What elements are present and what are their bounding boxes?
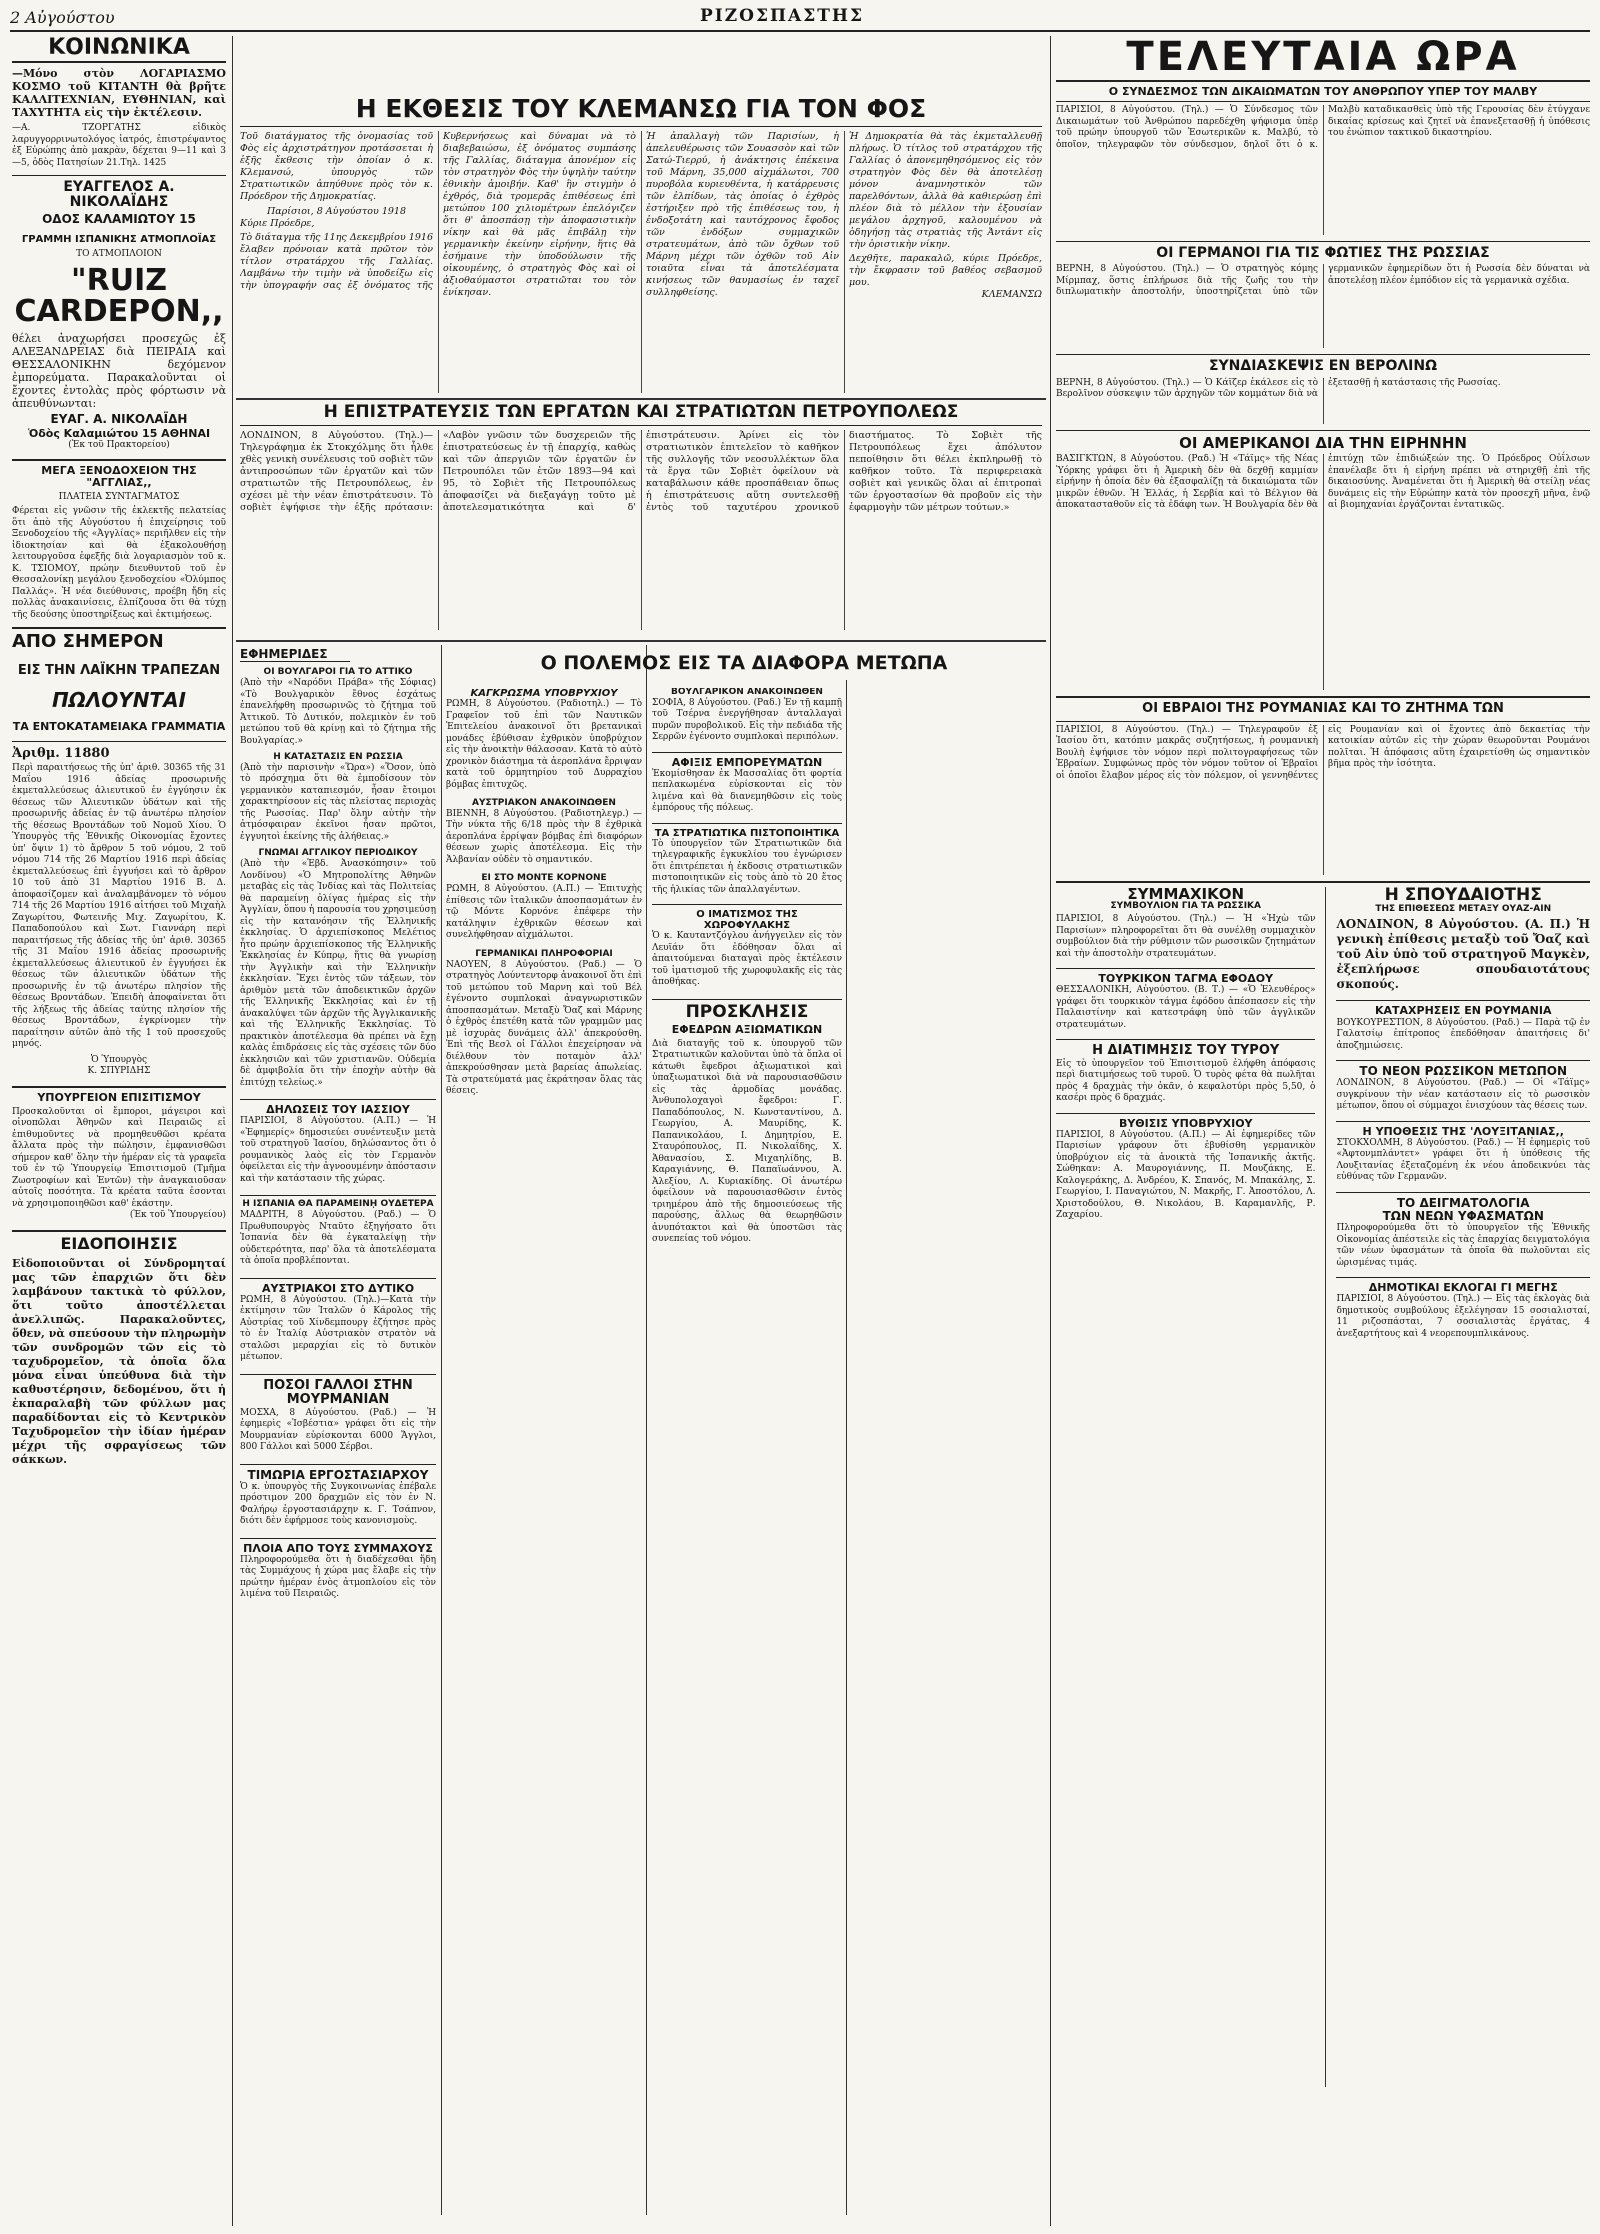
subhead: ΒΟΥΛΓΑΡΙΚΟΝ ΑΝΑΚΟΙΝΩΘΕΝ	[671, 688, 823, 697]
headline: Η ΕΚΘΕΣΙΣ ΤΟΥ ΚΛΕΜΑΝΣΩ ΓΙΑ ΤΟΝ ΦΟΣ	[240, 96, 1042, 127]
paragraph: ΣΤΟΚΧΟΛΜΗ, 8 Αὐγούστου. (Ραδ.) — Ἡ ἐφημερὶς τοῦ «Ἀφτονμπλάντετ» γράφει ὅτι ἡ ὑπόθεσις τῆς Λουξιτανίας ἐξεταζομένη ἐκ νέου ἀποδεικνύει τὰς εὐθύνας τῶν Γερμανῶν.	[1336, 1137, 1590, 1183]
paragraph: Εἰς τὸ ὑπουργεῖον τοῦ Ἐπισιτισμοῦ ἐλήφθη ἀπόφασις περὶ διατιμήσεως τοῦ τυροῦ. Ὁ τυρὸς φέτα θὰ πωλῆται πρὸς 4 δραχμὰς τὴν ὀκᾶν, ὁ κεφαλοτύρι πρὸς 5,50, ὁ κασέρι πρὸς 6 δραχμάς.	[1056, 1058, 1316, 1104]
paragraph: Τὸ ὑπουργεῖον τῶν Στρατιωτικῶν διὰ τηλεγραφικῆς ἐγκυκλίου του ἐγνώρισεν ὅτι ἐπιτρέπεται ἡ ἐκδοσις στρατιωτικῶν πιστοποιητικῶν εἰς τοὺς ἀπὸ τὸ 20 ἔτος τῆς ἡλικίας τῶν ἀπαλλαγέντων.	[652, 838, 842, 895]
bank-name: ΕΙΣ ΤΗΝ ΛΑΪΚΗΝ ΤΡΑΠΕΖΑΝ	[17, 662, 221, 678]
ad-address: ΟΔΟΣ ΚΑΛΑΜΙΩΤΟΥ 15	[42, 211, 196, 226]
subhead: ΒΥΘΙΣΙΣ ΥΠΟΒΡΥΧΙΟΥ	[1056, 1113, 1315, 1130]
subhead: Η ΥΠΟΘΕΣΙΣ ΤΗΣ 'ΛΟΥΞΙΤΑΝΙΑΣ,,	[1336, 1121, 1590, 1138]
subhead: ΤΟ ΝΕΟΝ ΡΩΣΣΙΚΟΝ ΜΕΤΩΠΟΝ	[1336, 1060, 1590, 1078]
article-columns	[1056, 725, 1590, 875]
article-columns	[1056, 264, 1590, 348]
subhead: Η ΔΙΑΤΙΜΗΣΙΣ ΤΟΥ ΤΥΡΟΥ	[1056, 1039, 1315, 1058]
paragraph: Τοῦ διατάγματος τῆς ὀνομασίας τοῦ Φὸς εἰς ἀρχιστράτηγον προτάσσεται ἡ ἑξῆς ἔκθεσις τὴν ὁποίαν ὁ κ. Κλεμανσώ, ὑπουργὸς τῶν Στρατιωτικῶν ἀπηύθυνε πρὸς τὸν κ. Πρόεδρον τῆς Δημοκρατίας.	[240, 131, 433, 203]
paragraph: ΡΩΜΗ, 8 Αὐγούστου. (Α.Π.) — Ἐπιτυχὴς ἐπίθεσις τῶν ἰταλικῶν ἀποσπασμάτων ἐν τῷ Μόντε Κορνόνε ἐπέφερε τὴν κατάληψιν ἐχθρικῶν θέσεων καὶ συνελήφθησαν αἰχμάλωτοι.	[446, 884, 642, 941]
section-rule	[236, 640, 1046, 642]
headline: Η ΕΠΙΣΤΡΑΤΕΥΣΙΣ ΤΩΝ ΕΡΓΑΤΩΝ ΚΑΙ ΣΤΡΑΤΙΩΤΩΝ ΠΕΤΡΟΥΠΟΛΕΩΣ	[240, 404, 1042, 426]
subhead: ΑΥΣΤΡΙΑΚΟΙ ΣΤΟ ΔΥΤΙΚΟ	[240, 1278, 436, 1295]
column-rule	[232, 36, 233, 2226]
poulountai: ΠΩΛΟΥΝΤΑΙ	[51, 688, 186, 713]
decree	[12, 741, 226, 1078]
lower-left	[1056, 884, 1316, 2087]
petrograd-article	[240, 404, 1042, 638]
subhead: ΤΩΝ ΝΕΩΝ ΥΦΑΣΜΑΤΩΝ	[1382, 1208, 1544, 1223]
subhead: ΤΟΥΡΚΙΚΟΝ ΤΑΓΜΑ ΕΦΟΔΟΥ	[1056, 968, 1315, 985]
headline: ΤΕΛΕΥΤΑΙΑ ΩΡΑ	[1056, 36, 1590, 82]
paragraph: Πληροφορούμεθα ὅτι ἡ διαδέχεσθαι ἥδη τὰς Συμμάχους ἡ χώρα μας ἔλαβε εἰς τὴν πρώτην ἡμέραν ἑνὸς ἀτμοπλοίου εἰς τὸν λιμένα τοῦ Πειραιῶς.	[240, 1554, 436, 1600]
paragraph: ΣΟΦΙΑ, 8 Αὐγούστου. (Ραδ.) Ἐν τῇ καμπῇ τοῦ Τσέρνα ἐνεργήθησαν ἀνταλλαγαὶ πυρῶν πυροβολικοῦ. Εἰς τὴν πεδιάδα τῆς Σερρῶν ἐγένοντο συμπλοκαὶ περιπόλων.	[652, 697, 842, 743]
paragraph: (Ἀπὸ τὴν «Ναρόδνι Πράβα» τῆς Σόφιας) «Τὸ Βουλγαρικὸν ἔθνος ἐσχάτως ἐπανελήφθη προσωρινῶς τὸ ζήτημα τοῦ Ἀττικοῦ. Τὸ Δυτικόν, πολεμικὸν ἐν τοῦ μετώπου τοῦ θὰ κρίνῃ καὶ τὸ ζήτημα τῆς Βουλγαρίας.»	[240, 678, 436, 746]
masthead	[10, 6, 1590, 32]
ad-box	[12, 175, 226, 451]
hotel-subtitle: ΠΛΑΤΕΙΑ ΣΥΝΤΑΓΜΑΤΟΣ	[58, 491, 180, 502]
article-columns	[240, 430, 1042, 630]
bonds: ΤΑ ΕΝΤΟΚΑΤΑΜΕΙΑΚΑ ΓΡΑΜΜΑΤΙΑ	[12, 720, 226, 734]
decree-sign-title: Ὁ Ὑπουργὸς	[90, 1054, 148, 1065]
subhead: ΟΙ ΕΒΡΑΙΟΙ ΤΗΣ ΡΟΥΜΑΝΙΑΣ ΚΑΙ ΤΟ ΖΗΤΗΜΑ ΤΩΝ	[1056, 696, 1590, 721]
section-title: ΚΟΙΝΩΝΙΚΑ	[12, 36, 226, 63]
column-rule	[646, 645, 647, 2215]
subhead: ΓΕΡΜΑΝΙΚΑΙ ΠΛΗΡΟΦΟΡΙΑΙ	[475, 948, 613, 959]
left-column	[12, 36, 226, 2216]
paragraph: Ἡ Δημοκρατία θὰ τὰς ἐκμεταλλευθῇ πλήρως. Ὁ τίτλος τοῦ στρατάρχου τῆς Γαλλίας ὁ ἀπονεμηθησόμενος εἰς τὸν στρατηγὸν Φὸς δὲν θὰ ἀποτελέσῃ μόνον ἀναμνηστικὸν τῶν παρελθόντων, ἀλλὰ θὰ καθιερώσῃ ἐπὶ πλέον διὰ τὸ μέλλον τὴν ἐξουσίαν μεγάλου ἀρχηγοῦ, καλουμένου νὰ ὁδηγήσῃ τὰς στρατιὰς τῆς Ἀντάντ εἰς τὴν ὁριστικὴν νίκην.	[849, 131, 1042, 251]
article-columns	[1056, 105, 1590, 235]
section-title: ΕΦΗΜΕΡΙΔΕΣ	[240, 648, 350, 662]
subhead: ΑΦΙΞΙΣ ΕΜΠΟΡΕΥΜΑΤΩΝ	[652, 752, 842, 769]
eidop-title: ΕΙΔΟΠΟΙΗΣΙΣ	[60, 1233, 178, 1253]
paragraph: ΠΑΡΙΣΙΟΙ, 8 Αὐγούστου. (Τηλ.) — Εἰς τὰς ἐκλογὰς διὰ δημοτικοὺς συμβούλους ἐξελέγησαν 15 σοσιαλισταί, 11 ριζοσπάσται, 7 σοσιαλιστὰς ἐργάτας, 4 ἀνεξαρτήτους καὶ 4 νεορεπουμπλικάνους.	[1336, 1294, 1590, 1339]
paragraph: ΒΑΣΙΓΚΤΩΝ, 8 Αὐγούστου. (Ραδ.) Ἡ «Τάϊμς» τῆς Νέας Ὑόρκης γράφει ὅτι ἡ Ἀμερικὴ δὲν θὰ δεχθῇ καμμίαν εἰρήνην ἡ ὁποία δὲν θὰ ἐξασφαλίζῃ τὰ δικαιώματα τῶν μικρῶν ἐθνῶν. Ἡ Ἑλλάς, ἡ Σερβία καὶ τὸ Βέλγιον θὰ ἀποκατασταθοῦν εἰς τὰ ἐδάφη των. Ἡ Βουλγαρία δὲν θὰ ἐπιτύχῃ τῶν ἐπιδιώξεών της. Ὁ Πρόεδρος Οὐΐλσων ἐπανέλαβε ὅτι ἡ εἰρήνη πρέπει νὰ στηριχθῇ ἐπὶ τῆς δικαιοσύνης. Ἀναμένεται ὅτι ἡ Ἀμερικὴ θὰ στείλῃ νέας δυνάμεις εἰς τὴν Εὐρώπην κατὰ τὸν προσεχῆ μῆνα, ἐνῷ αἱ βιομηχανίαι ἐργάζονται ἐντατικῶς.	[1056, 454, 1590, 511]
paragraph: Διὰ διαταγῆς τοῦ κ. ὑπουργοῦ τῶν Στρατιωτικῶν καλοῦνται ὑπὸ τὰ ὅπλα οἱ κάτωθι ἔφεδροι ἀξιωματικοὶ καὶ ὑπαξιωματικοὶ διὰ νὰ παρουσιασθῶσιν εἰς τὰς ἀρμοδίας μονάδας. Ἀνθυπολοχαγοὶ ἔφεδροι: Γ. Παπαδόπουλος, Ν. Κωνσταντίνου, Δ. Γεωργίου, Α. Μαυρίδης, Κ. Παπανικολάου, Ι. Δημητρίου, Ε. Σταυρόπουλος, Π. Νικολαΐδης, Χ. Ἀθανασίου, Σ. Μιχαηλίδης, Β. Καραγιάννης, Θ. Παπαϊωάννου, Ἀ. Ἀλεξίου, Λ. Κυριακίδης. Οἱ ἀνωτέρω ὀφείλουν νὰ παρουσιασθῶσιν ἐντὸς τριημέρου ἀπὸ τῆς δημοσιεύσεως τῆς παρούσης, ἄλλως θὰ θεωρηθῶσιν ἀνυπότακτοι καὶ θὰ ὑποστῶσι τὰς συνεπείας τοῦ νόμου.	[652, 1038, 842, 1245]
paragraph: ΒΟΥΚΟΥΡΕΣΤΙΟΝ, 8 Αὐγούστου. (Ραδ.) — Παρὰ τῷ ἐν Γαλατσίῳ ἐπίτροπος ἐπεδόθησαν ἀπαιτήσεις δι' ἀποζημιώσεις.	[1336, 1017, 1590, 1051]
paragraph: ΠΑΡΙΣΙΟΙ, 8 Αὐγούστου. (Α.Π.) — Ἡ «Ἐφημερίς» δημοσιεύει συνέντευξιν μετὰ τοῦ στρατηγοῦ Ἰασίου, δηλώσαντος ὅτι ὁ ρουμανικὸς λαὸς εἰς τὸν Γερμανὸν ὀφείλεται εἰς τὴν ἀγνοουμένην ἀπόστασιν καὶ τὴν κατάστασιν τῆς χώρας.	[240, 1116, 436, 1184]
war-column-b	[652, 688, 1042, 2214]
ministry-title: ΥΠΟΥΡΓΕΙΟΝ ΕΠΙΣΙΤΙΣΜΟΥ	[37, 1090, 201, 1104]
decree-number: Ἀριθμ. 11880	[12, 746, 110, 762]
article-columns	[1056, 454, 1590, 690]
subhead: Ο ΣΥΝΔΕΣΜΟΣ ΤΩΝ ΔΙΚΑΙΩΜΑΤΩΝ ΤΟΥ ΑΝΘΡΩΠΟΥ ΥΠΕΡ ΤΟΥ ΜΑΛΒΥ	[1056, 86, 1590, 102]
subhead: Η ΣΠΟΥΔΑΙΟΤΗΣ	[1384, 884, 1542, 905]
subhead: ΔΗΛΩΣΕΙΣ ΤΟΥ ΙΑΣΣΙΟΥ	[240, 1099, 436, 1116]
decree-text: Περὶ παραιτήσεως τῆς ὑπ' ἀριθ. 30365 τῆς 31 Μαΐου 1916 ἀδείας προσωρινῆς ἐκμεταλλεύσεως ἀλιευτικοῦ ἐν ἐγγύησιν ἐκ θέσεως τῶν Ἀλιευτικῶν ὑδάτων καὶ τῆς προσωρινῆς ἀδείας ἐν τῷ ἀνωτέρω πλησίον τῆς θέσεως Βροντάδων τοῦ Νομοῦ Χίου. Ὁ Ὑπουργὸς τῆς Ἐθνικῆς Οἰκονομίας ἔχοντες ὑπ' ὄψιν 1) τὸ ἄρθρον 5 τοῦ νόμου, 2 τοῦ νόμου 714 τῆς 26 Μαρτίου 1916 περὶ ἀδείας ἐκμεταλλεύσεως ἐπὶ ἐγγυήσει καὶ τὸ ἄρθρον 10 τοῦ ἀπὸ 31 Μαρτίου 1916 Β. Δ. ἀποφασίζομεν καὶ ἀναλαμβάνομεν τὸ νόμου 714 τῆς 26 Μαρτίου 1916 αἰτήσει τοῦ Μιχαὴλ Ζαγωρίτου, Φωτεινῆς Μιχ. Ζαγωρίτου, Κ. Παπαδοπούλου καὶ Σωτ. Γιαννάρη περὶ παραιτήσεως τῆς ἀδείας τῆς ὑπ' ἀριθ. 30365 τῆς 31 Μαΐου 1916 ἀδείας προσωρινῆς ἐκμεταλλεύσεως ἀλιευτικοῦ ἐν ἐγγυήσει ἐκ θέσεως τῶν ἀλιευτικῶν ὑδάτων τῆς προσωρινῆς ἐν τῷ ἀνωτέρω πλησίον τῆς θέσεως Βροντάδων. Ἐπειδὴ ἀποφαίνεται ὅτι τῆς λήξεως τῆς ἀδείας ταύτης πλησίον τῆς θέσεως Βροντάδων, ἐγκρίνομεν τὴν παραίτησιν αὐτῶν ἀπὸ τῆς 1 τοῦ προσεχοῦς μηνός.	[12, 763, 226, 1050]
paragraph: ΒΕΡΝΗ, 8 Αὐγούστου. (Τηλ.) — Ὁ Κάϊζερ ἐκάλεσε εἰς τὸ Βερολῖνον σύσκεψιν τῶν ἀρχηγῶν τῶν κομμάτων διὰ νὰ ἐξετασθῇ ἡ κατάστασις τῆς Ρωσσίας.	[1056, 377, 1501, 400]
ministry-notice	[12, 1086, 226, 1222]
subhead: ΣΥΜΜΑΧΙΚΟΝ	[1127, 884, 1245, 903]
last-hour-column	[1056, 36, 1590, 2216]
subhead: ΓΝΩΜΑΙ ΑΓΓΛΙΚΟΥ ΠΕΡΙΟΔΙΚΟΥ	[258, 848, 418, 859]
paragraph: Ἡ ἀπαλλαγὴ τῶν Παρισίων, ἡ ἀπελευθέρωσις τῶν Σουασσὸν καὶ τῶν Σατώ-Τιερρύ, ἡ ἀνάκτησις ἐπέκεινα τοῦ Μάρνη, 35,000 αἰχμάλωτοι, 700 πυροβόλα κυριευθέντα, ἡ κατάρρευσις τῶν ἐλπίδων, τὰς ὁποίας ὁ ἐχθρὸς ἐστήριξεν πρὸ τῆς ἐπιθέσεως του, ἡ ἐνδοξοτάτη καὶ ταυτόχρονος ἔφοδος τῶν ἐνδόξων συμμαχικῶν στρατευμάτων, ἀπὸ τῶν ὄχθων τοῦ Μάρνη μέχρι τῶν ὀχθῶν τοῦ Αἰν τοιαῦτα εἶναι τὰ ἀποτελέσματα κινήσεως τῶν θαυμασίως ἐν ταχεῖ συλληφθείσης.	[646, 131, 839, 299]
ad-name: ΕΥΑΓΓΕΛΟΣ Α. ΝΙΚΟΛΑΪΔΗΣ	[63, 179, 175, 211]
subhead: ΠΟΣΟΙ ΓΑΛΛΟΙ ΣΤΗΝ ΜΟΥΡΜΑΝΙΑΝ	[240, 1374, 436, 1408]
article-columns	[240, 131, 1042, 393]
article-columns	[1056, 378, 1590, 424]
ministry-note: (Ἐκ τοῦ Ὑπουργείου)	[129, 1210, 226, 1221]
column-rule	[1325, 887, 1326, 2087]
war-sub-left	[652, 688, 842, 1246]
paragraph: ΜΑΔΡΙΤΗ, 8 Αὐγούστου. (Ραδ.) — Ὁ Πρωθυπουργὸς Νταῦτο ἐξηγήσατο ὅτι Ἰσπανία δὲν θὰ ἐγκαταλείψῃ τὴν οὐδετερότητα, παρ' ὅλα τὰ ἀποτελέσματα τὰ ὁποῖα προβλέπονται.	[240, 1210, 436, 1267]
ship-name: "RUIZ CARDEPON,,	[14, 262, 224, 330]
clemenceau-article	[240, 96, 1042, 396]
paragraph: ΝΑΟΥΕΝ, 8 Αὐγούστου. (Ραδ.) — Ὁ στρατηγὸς Λούντεντορφ ἀνακοινοῖ ὅτι ἐπὶ τοῦ μετώπου τοῦ Μαρνη καὶ τοῦ Βέλ ἐγένοντο συμπλοκαὶ ἀναγνωριστικῶν ἀποσπασμάτων. Μεταξὺ Ὄαζ καὶ Μάρνης ὁ ἐχθρὸς ἐπετέθη κατὰ τῶν γραμμῶν μας μὲ ἰσχυρὰς δυνάμεις ἀλλ' ἀπεκρούσθη. Ἐπὶ τῆς Βεσλ οἱ Γάλλοι ἐπεχείρησαν νὰ διέλθουν τὸν ποταμὸν ἀλλ' ἀπεκρούσθησαν μετὰ βαρείας ἀπωλείας. Τὰ στρατεύματά μας ἐκράτησαν ὅλας τὰς θέσεις.	[446, 959, 642, 1097]
eidop-text: Εἰδοποιοῦνται οἱ Σύνδρομηταί μας τῶν ἐπαρχιῶν ὅτι δὲν λαμβάνουν τακτικὰ τὸ φύλλον, ὅτι τοῦτο ἀποστέλλεται ἀνελλιπῶς. Παρακαλοῦντες, ὅθεν, νὰ σπεύσουν τὴν πληρωμὴν τῶν συνδρομῶν τῶν εἰς τὸ ταχυδρομεῖον, τὰ ὁποῖα ὅλα μόνα εἶναι ὑπεύθυνα διὰ τὴν καθυστέρησιν, δεδομένου, ὅτι ἡ ἐκπαραλαβὴ τῶν φύλλων μας παραδίδονται εἰς τὸ Κεντρικὸν Ταχυδρομεῖον τὴν ἰδίαν ἡμέραν μέχρι τῆς σφραγίσεως τῶν σάκκων.	[12, 1256, 226, 1466]
signature: ΚΛΕΜΑΝΣΩ	[981, 289, 1042, 301]
agent-address: Ὁδὸς Καλαμιώτου 15 ΑΘΗΝΑΙ	[27, 426, 211, 440]
efimerides-column	[240, 648, 436, 2214]
paragraph: (Ἀπὸ τὴν παρισινὴν «Ὥρα») «Ὅσον, ὑπὸ τὸ πρόσχημα ὅτι θὰ ἐμποδίσουν τὸν γερμανικὸν καταπιεσμόν, ἦσαν ἔτοιμοι χαρακτηρίσουν εἰς τὰς πλείστας περιοχὰς τῆς Ρωσσίας. Παρ' ὅλην αὐτὴν τὴν ἀτμόσφαιραν ἐκεῖνοι ἦσαν πρῶτοι, ἐγγυητοὶ ἐκείνης τῆς ἀλήθειας.»	[240, 762, 436, 842]
paragraph: ΒΙΕΝΝΗ, 8 Αὐγούστου. (Ραδιοτηλεγρ.) — Τὴν νύκτα τῆς 6/18 πρὸς τὴν 8 ἐχθρικὰ ἀεροπλάνα ἐρρίψαν βόμβας ἐπὶ διαφόρων θέσεων χωρὶς ἀποτέλεσμα. Εἰς τὴν Ἀλβανίαν οὐδὲν τὸ σημαντικόν.	[446, 808, 642, 865]
page-number: 2 Αὐγούστου	[10, 8, 115, 27]
ad-subtitle: ΤΟ ΑΤΜΟΠΛΟΙΟΝ	[76, 249, 162, 260]
subhead: ΟΙ ΑΜΕΡΙΚΑΝΟΙ ΔΙΑ ΤΗΝ ΕΙΡΗΝΗΝ	[1056, 430, 1590, 452]
subhead: ΑΥΣΤΡΙΑΚΟΝ ΑΝΑΚΟΙΝΩΘΕΝ	[472, 798, 616, 808]
column-rule	[1050, 36, 1051, 2226]
paragraph: ΛΟΝΔΙΝΟΝ, 8 Αὐγούστου. (Α. Π.) Ἡ γενικὴ ἐπίθεσις μεταξὺ τοῦ Ὄαζ καὶ τοῦ Αἰν ὑπὸ τοῦ στρατηγοῦ Μαγκὲν, ἐξεπλήρωσε σπουδαιοτάτους σκοπούς.	[1336, 917, 1590, 992]
paragraph: ΛΟΝΔΙΝΟΝ, 8 Αὐγούστου. (Τηλ.)—Τηλεγράφημα ἐκ Στοκχόλμης ὅτι ἦλθε χθὲς γενικὴ συνέλευσις τοῦ σοβιὲτ τῶν ἀντιπροσώπων τῶν ἐργατῶν καὶ τῶν στρατιωτῶν τῆς Πετρουπόλεως, ἐν σχέσει μὲ τὴν νέαν ἐπιστράτευσιν. Τὸ σοβιὲτ ἐψήφισε τὴν ἑξῆς πρότασιν: «Λαβὸν γνῶσιν τῶν δυσχερειῶν τῆς ἐπιστρατεύσεως ἐν τῇ ἐπαρχίᾳ, καθὼς καὶ τῶν ἀπεργιῶν τῶν ἐργατῶν ἐν Πετρουπόλει τῶν ἐτῶν 1893—94 καὶ 95, τὸ Σοβιὲτ τῆς Πετρουπόλεως ἀποφασίζει νὰ διεξαγάγῃ τοῦτο μὲ ἀποτελεσματικότητα καὶ δ' ἐπιστράτευσιν. Ἀρίνει εἰς τὸν στρατιωτικὸν ἐπιτελεῖον τὸ καθῆκον τῆς συλλογῆς τῶν νεοσυλλέκτων ὅλα τὰ ἔργα τῶν Σοβιὲτ ὀφείλουν νὰ καταβάλωσιν κάθε προσπάθειαν ὅπως ἡ ἐπιστράτευσις αὕτη συντελεσθῇ ἐντὸς τοῦ ταχυτέρου χρονικοῦ διαστήματος. Τὸ Σοβιὲτ τῆς Πετρουπόλεως ἔχει ἀπόλυτον πεποίθησιν ὅτι θέλει ἐκπληρωθῇ τὸ καθῆκον τοῦτο. Τὰ περιφερειακὰ σοβιὲτ καὶ γενικῶς ὅλαι αἱ ἐπιτροπαὶ τῶν ἐργοστασίων θὰ προβοῦν εἰς τὴν ἐφαρμογὴν τῶν μέτρων τούτων.»	[240, 429, 1042, 513]
column-rule	[441, 645, 442, 2215]
paragraph: ΘΕΣΣΑΛΟΝΙΚΗ, Αὐγούστου. (Β. Τ.) — «Ὁ Ἐλευθέρος» γράφει ὅτι τουρκικὸν τάγμα ἐφόδου ἀπέσπασεν εἰς τὴν Παλαιστίνην καὶ κατεστράφη ὑπὸ τῶν ἀγγλικῶν στρατευμάτων.	[1056, 985, 1316, 1030]
hotel-notice	[12, 459, 226, 621]
paragraph: ΠΑΡΙΣΙΟΙ, 8 Αὐγούστου. (Τηλ.) — Ὁ Σύνδεσμος τῶν Δικαιωμάτων τοῦ Ἀνθρώπου παρεδέχθη ψήφισμα ὑπὲρ τοῦ πρώην ὑπουργοῦ τῶν Ἐσωτερικῶν κ. Μαλβύ, τὸ ὁποῖον, τηλεγραφῶν τὸν σύνδεσμον, δηλοῖ ὅτι ὁ κ. Μαλβὺ καταδικασθεὶς ὑπὸ τῆς Γερουσίας δὲν ἐτύγχανε δικαίας κρίσεως καὶ ζητεῖ νὰ ἐπανεξετασθῇ ἡ ὑπόθεσις του ἐνώπιον τακτικοῦ δικαστηρίου.	[1056, 105, 1590, 150]
paragraph: ΛΟΝΔΙΝΟΝ, 8 Αὐγούστου. (Ραδ.) — Οἱ «Τάϊμς» συγκρίνουν τὴν νέαν κατάστασιν εἰς τὸ ρωσσικὸν μέτωπον, ὅπου οἱ σύμμαχοι ἐνισχύουν τὰς θέσεις των.	[1336, 1078, 1590, 1112]
lower-right	[1336, 884, 1590, 2087]
agent-note: (Ἐκ τοῦ Πρακτορείου)	[68, 439, 170, 450]
subhead: ΟΙ ΓΕΡΜΑΝΟΙ ΓΙΑ ΤΙΣ ΦΩΤΙΕΣ ΤΗΣ ΡΩΣΣΙΑΣ	[1056, 241, 1590, 261]
subhead: Η ΙΣΠΑΝΙΑ ΘΑ ΠΑΡΑΜΕΙΝῌ ΟΥΔΕΤΕΡΑ	[240, 1195, 436, 1210]
headline: Ο ΠΟΛΕΜΟΣ ΕΙΣ ΤΑ ΔΙΑΦΟΡΑ ΜΕΤΩΠΑ	[540, 652, 948, 674]
war-headline-box	[446, 648, 1042, 684]
paragraph: ΠΑΡΙΣΙΟΙ, 8 Αὐγούστου. (Α.Π.) — Αἱ ἐφημερίδες τῶν Παρισίων γράφουν ὅτι ἐβυθίσθη γερμανικὸν ὑποβρύχιον εἰς τὰ ἀνοικτὰ τῆς Ἰσπανικῆς ἀκτῆς. Σώθηκαν: Α. Μαυρογιάννης, Π. Μουζάκης, Ε. Καλογεράκης, Δ. Ἀνδρέου, Κ. Σπανός, Μ. Μπακάλης, Σ. Γεωργίου, Ι. Παναγιώτου, Ν. Μακρῆς, Γ. Ἀποστόλου, Λ. Χριστοδούλου, Θ. Νικολάου, Β. Καραμανλῆς, Ρ. Ζαχαρίου.	[1056, 1129, 1316, 1221]
ad-text: —Α. ΤΖΟΡΓΑΤΗΣ εἰδικὸς λαρυγγορρινωτολόγος ἰατρός, ἐπιστρέψαντος ἐξ Εὐρώπης ἀπὸ μακρὰν, δέχεται 9—11 καὶ 3—5, ὁδὸς Πατησίων 21.Τηλ. 1425	[12, 123, 226, 168]
paragraph: ΒΕΡΝΗ, 8 Αὐγούστου. (Τηλ.) — Ὁ στρατηγὸς κόμης Μίρμπαχ, ὅστις ἐπλήρωσε διὰ τῆς ζωῆς του τὴν διπλωματικὴν ἀποστολήν, ὑποστηρίζεται ὑπὸ τῶν γερμανικῶν ἐφημερίδων ὅτι ἡ Ρωσσία δὲν δύναται νὰ ἀποτελέσῃ πλέον ἐμπόδιον εἰς τὰ γερμανικὰ σχέδια.	[1056, 264, 1590, 298]
subhead: Ο ΙΜΑΤΙΣΜΟΣ ΤΗΣ ΧΩΡΟΦΥΛΑΚΗΣ	[652, 904, 842, 931]
agent-name: ΕΥΑΓ. Α. ΝΙΚΟΛΑΪΔΗ	[50, 411, 188, 426]
paragraph: Ἐκομίσθησαν ἐκ Μασσαλίας ὅτι φορτία πεπλακωμένα εὑρίσκονται εἰς τὸν λιμένα καὶ θὰ διανεμηθῶσιν εἰς τοὺς ἐμπόρους τῆς πόλεως.	[652, 768, 842, 814]
paragraph: Πληροφορούμεθα ὅτι τὸ ὑπουργεῖον τῆς Ἐθνικῆς Οἰκονομίας ἀπέστειλε εἰς τὰς ἐπαρχίας δειγματολόγια τῶν νέων ὑφασμάτων τὰ ὁποῖα θὰ πωλοῦνται εἰς ὡρισμένας τιμάς.	[1336, 1223, 1590, 1268]
dateline: Παρίσιοι, 8 Αὐγούστου 1918	[266, 206, 406, 218]
paragraph: ΡΩΜΗ, 8 Αὐγούστου. (Τηλ.)—Κατὰ τὴν ἐκτίμησιν τῶν Ἰταλῶν ὁ Κάρολος τῆς Αὐστρίας τοῦ Χίνδεμπουργ ἐζήτησε πρὸς τὸ ἐν Ἰταλίᾳ Αὐστριακὸν στρατὸν νὰ σταλῶσι μεραρχίαι εἰς τὸ δυτικὸν μέτωπον.	[240, 1294, 436, 1363]
eidop-notice	[12, 1230, 226, 1467]
paragraph: ΠΑΡΙΣΙΟΙ, 8 Αὐγούστου. (Τηλ.) — Τηλεγραφοῦν ἐξ Ἰασίου ὅτι, κατόπιν μακρᾶς συζητήσεως, ἡ ρουμανικὴ Βουλὴ ἐψήφισε τὸν νόμον περὶ πολιτογραφήσεως τῶν Ἑβραίων. Συμφώνως πρὸς τὸν νόμον τοῦτον οἱ Ἑβραῖοι οἱ ὁποῖοι ἔλαβον μέρος εἰς τὸν πόλεμον, οἱ γεννηθέντες εἰς Ρουμανίαν καὶ οἱ ἔχοντες ἀπὸ δεκαετίας τὴν κατοικίαν αὐτῶν εἰς τὴν χώραν θεωροῦνται Ρουμάνοι πολῖται. Ἡ ἀπόφασις αὕτη ἐχαιρετίσθη ὡς σημαντικὸν βῆμα πρὸς τὴν ἰσότητα.	[1056, 724, 1590, 781]
paragraph: Ὁ κ. Καυταντζόγλου ἀνήγγειλεν εἰς τὸν Λευϊάν ὅτι ἐδόθησαν ὅλαι αἱ ἀπαιτούμεναι διαταγαὶ πρὸς ἐκτέλεσιν τοῦ ἱματισμοῦ τῆς χωροφυλακῆς εἰς τὰς ἀποθήκας.	[652, 931, 842, 988]
subhead: ΣΥΝΔΙΑΣΚΕΨΙΣ ΕΝ ΒΕΡΟΛΙΝΩ	[1056, 354, 1590, 374]
subhead: ΕΙ ΣΤΟ ΜΟΝΤΕ ΚΟΡΝΟΝΕ	[481, 873, 607, 884]
salutation: Κύριε Πρόεδρε,	[240, 218, 315, 230]
ad-text: —Μόνο στὸν ΛΟΓΑΡΙΑΣΜΟ ΚΟΣΜΟ τοῦ ΚΙΤΑΝΤΗ θὰ βρῆτε ΚΑΛΛΙΤΕΧΝΙΑΝ, ΕΥΘΗΝΙΑΝ, καὶ ΤΑΧΥΤΗΤΑ εἰς τὴν ἐκτέλεσιν.	[12, 67, 226, 120]
paragraph: ΠΑΡΙΣΙΟΙ, 8 Αὐγούστου. (Τηλ.) — Ἡ «Ἠχὼ τῶν Παρισίων» πληροφορεῖται ὅτι θὰ συνέλθῃ συμμαχικὸν συμβούλιον διὰ τὴν ρύθμισιν τῶν ρωσσικῶν ζητημάτων καὶ τὴν ἀποστολὴν στρατευμάτων.	[1056, 914, 1316, 959]
subhead: ΤΟ ΔΕΙΓΜΑΤΟΛΟΓΙΑ	[1336, 1192, 1590, 1210]
subhead: ΟΙ ΒΟΥΛΓΑΡΟΙ ΓΙΑ ΤΟ ΑΤΤΙΚΟ	[263, 667, 413, 678]
lower-split	[1056, 881, 1590, 2087]
subhead: ΚΑΓΚΡΩΣΜΑ ΥΠΟΒΡΥΧΙΟΥ	[470, 688, 618, 699]
subhead: ΠΡΟΣΚΛΗΣΙΣ	[652, 999, 842, 1022]
subhead: ΤΙΜΩΡΙΑ ΕΡΓΟΣΤΑΣΙΑΡΧΟΥ	[240, 1464, 436, 1482]
subhead: ΚΑΤΑΧΡΗΣΕΙΣ ΕΝ ΡΟΥΜΑΝΙΑ	[1336, 1000, 1590, 1017]
subhead: ΕΦΕΔΡΩΝ ΑΞΙΩΜΑΤΙΚΩΝ	[671, 1022, 823, 1036]
subhead: ΤΑ ΣΤΡΑΤΙΩΤΙΚΑ ΠΙΣΤΟΠΟΙΗΤΙΚΑ	[652, 823, 842, 839]
apo-simeron: ΑΠΟ ΣΗΜΕΡΟΝ	[12, 631, 164, 653]
subhead: ΔΗΜΟΤΙΚΑΙ ΕΚΛΟΓΑΙ ΓΙ ΜΕΓΗΣ	[1336, 1277, 1590, 1294]
paragraph: (Ἀπὸ τὴν «Ἑβδ. Ἀνασκόπησιν» τοῦ Λονδίνου) «Ὁ Μητροπολίτης Ἀθηνῶν μεταβὰς εἰς τὰς Ἰνδίας καὶ τὰς Πολιτείας θὰ παραμείνῃ ὀλίγας ἡμέρας εἰς τὴν Ἀγγλίαν, ὅπου ἡ παρουσία του χρησιμεύσῃ εἰς τὴν κατανόησιν τῆς Ἑλληνικῆς ἐκκλησίας. Ὁ ἀρχιεπίσκοπος Μελέτιος ἦτο πρώην ἀρχιεπίσκοπος τῆς Ἑλληνικῆς Ἐκκλησίας ἐν Κύπρῳ, ἥτις θὰ γνωρίσῃ τὴν Ἀγγλικὴν καὶ τὴν Ἑλληνικὴν ἐκκλησίαν. Ἔχει ἐντὸς τῶν τάξεων, τὸν ἀριθμὸν μετὰ τῶν ἀποδεικτικῶν ἀρχῶν τῆς Ἑλληνικῆς Ἐκκλησίας καὶ ἐν τῇ ἀνακαλύψει τῶν ἀρχῶν τῆς Ἀγγλικανικῆς καὶ τῆς Ἑλληνικῆς Ἐκκλησίας. Τὸ πρακτικὸν ἀποτέλεσμα θὰ πρέπει νὰ ἔχῃ καλὰς ἐπιδράσεις εἰς τὰς σχέσεις τῶν δύο ἐκκλησιῶν καὶ τῶν χριστιανῶν. Οὐδεμία δὲ ἀμφιβολία ὅτι τὴν ἐποχὴν αὐτὴν θὰ ἐπιτύχῃ τελείως.»	[240, 859, 436, 1088]
paragraph: Ὁ κ. ὑπουργὸς τῆς Συγκοινωνίας ἐπέβαλε πρόστιμον 200 δραχμῶν εἰς τὸν ἐν Ν. Φαλήρῳ ἐργοστασιάρχην κ. Γ. Τσάπνον, διότι δὲν ἐφήρμοσε τοὺς κανονισμοὺς.	[240, 1481, 436, 1527]
bank-notice	[12, 627, 226, 733]
paragraph: ΡΩΜΗ, 8 Αὐγούστου. (Ραδιοτηλ.) — Τὸ Γραφεῖον τοῦ ἐπὶ τῶν Ναυτικῶν Ἐπιτελείου ἀνακοινοῖ ὅτι βρετανικαὶ μονάδες ἐβύθισαν ἐχθρικὸν ὑποβρύχιον εἰς τὴν ἀνοικτὴν θάλασσαν. Κατὰ τὸ αὐτὸ χρονικὸν διάστημα τὰ ἀεροπλάνα ἔρριψαν κατὰ τοῦ ὁρμητηρίου τοῦ Δυρραχίου βόμβας ἐπιτυχῶς.	[446, 699, 642, 790]
ship-text: θέλει ἀναχωρήσει προσεχῶς ἐξ ΑΛΕΞΑΝΔΡΕΙΑΣ διὰ ΠΕΙΡΑΙΑ καὶ ΘΕΣΣΑΛΟΝΙΚΗΝ δεχόμενον ἐμπορεύματα. Παρακαλοῦνται οἱ ἔχοντες ἐντολὰς πρὸς φόρτωσιν νὰ ἀπευθύνωνται:	[12, 331, 226, 410]
paragraph: ΜΟΣΧΑ, 8 Αὐγούστου. (Ραδ.) — Ἡ ἐφημερὶς «Ἰσβέστια» γράφει ὅτι εἰς τὴν Μουρμανίαν εὑρίσκονται 6000 Ἄγγλοι, 800 Γάλλοι καὶ 5000 Σέρβοι.	[240, 1407, 436, 1453]
paper-name: ΡΙΖΟΣΠΑΣΤΗΣ	[700, 6, 864, 26]
subhead: ΠΛΟΙΑ ΑΠΟ ΤΟΥΣ ΣΥΜΜΑΧΟΥΣ	[240, 1538, 436, 1555]
subhead: ΣΥΜΒΟΥΛΙΟΝ ΓΙΑ ΤΑ ΡΩΣΣΙΚΑ	[1110, 901, 1261, 912]
section-rule	[236, 398, 1046, 400]
hotel-text: Φέρεται εἰς γνῶσιν τῆς ἐκλεκτῆς πελατείας ὅτι ἀπὸ τῆς Αὐγούστου ἡ ἐπιχείρησις τοῦ Ξενοδοχείου τῆς «Ἀγγλίας» περιῆλθεν εἰς τὴν ἰδιοκτησίαν καὶ θὰ ἐξακολουθήσῃ λειτουργοῦσα ἐφεξῆς διὰ λογαριασμὸν τοῦ κ. Κ. ΤΣΙΟΜΟΥ, πρώην διευθυντοῦ τοῦ ἐν Θεσσαλονίκῃ μεγάλου ξενοδοχείου «Ὀλύμπος Παλλάς». Ἡ νέα διεύθυνσις, προέβη ἤδη εἰς πολλὰς ἀνακαινίσεις, ἐλπίζουσα ὅτι θὰ τύχῃ τῆς δεούσης ὑποστηρίξεως καὶ ἐκτιμήσεως.	[12, 506, 226, 620]
subhead: Η ΚΑΤΑΣΤΑΣΙΣ ΕΝ ΡΩΣΣΙΑ	[273, 752, 403, 763]
subhead: ΤΗΣ ΕΠΙΘΕΣΕΩΣ ΜΕΤΑΞΥ ΟΥΑΖ-ΑΙΝ	[1375, 903, 1552, 914]
ad-line: ΓΡΑΜΜΗ ΙΣΠΑΝΙΚΗΣ ΑΤΜΟΠΛΟΪΑΣ	[21, 234, 217, 246]
paragraph: Τὸ διάταγμα τῆς 11ης Δεκεμβρίου 1916 ἔλαβεν πρόνοιαν κατὰ πρῶτον τὸν τίτλον στρατάρχου τῆς Γαλλίας. Λαμβάνω τὴν τιμὴν νὰ ὑποδείξω εἰς τὴν ὑπογραφήν σας ἐξ ὀνόματος τῆς Κυβερνήσεως καὶ δύναμαι νὰ τὸ διαβεβαιώσω, ἐξ ὀνόματος συμπάσης τῆς Γαλλίας, διάταγμα ἀπονέμον εἰς τὸν στρατηγὸν Φὸς τὴν ὑψηλὴν ταύτην ἐθνικὴν ἀμοιβήν. Καθ' ἣν στιγμὴν ὁ ἐχθρός, διὰ τρομερᾶς ἐπιθέσεως ἐπὶ μετώπου 100 χιλιομέτρων ἐπελόγιζεν ὅτι θ' ἀποσπάσῃ τὴν ἀποφασιστικὴν νίκην καὶ θὰ μᾶς ἐπιβάλῃ τὴν γερμανικὴν ἐκείνην εἰρήνην, ἥτις θὰ ἐσήμαινε τὴν ὑποδούλωσιν τῆς οἰκουμένης, ὁ στρατηγὸς Φὸς καὶ οἱ ἀξιοθαύμαστοι στρατιῶται του τὸν ἐνίκησαν.	[240, 131, 636, 299]
war-column-a	[446, 688, 642, 2214]
hotel-title: ΜΕΓΑ ΞΕΝΟΔΟΧΕΙΟΝ ΤΗΣ "ΑΓΓΛΙΑΣ,,	[41, 464, 197, 490]
decree-sign: Κ. ΣΠΥΡΙΔΗΣ	[87, 1066, 151, 1077]
closing: Δεχθῆτε, παρακαλῶ, κύριε Πρόεδρε, τὴν ἔκφρασιν τοῦ βαθέος σεβασμοῦ μου.	[849, 253, 1042, 289]
ministry-text: Προσκαλοῦνται οἱ ἔμποροι, μάγειροι καὶ οἰνοπῶλαι Ἀθηνῶν καὶ Πειραιῶς εἰ ἐπιθυμοῦντες νὰ προμηθευθῶσι κρέατα ἄλλατα πρὸς τὴν πώλησιν, ἐμφανισθῶσι σήμερον καθ' ὅλην τὴν ἡμέραν εἰς τὰ γραφεῖα τοῦ ἐν τῷ Ὑπουργείῳ Ἐπισιτισμοῦ (Τμῆμα Ζωοτροφίων καὶ Ἐντῶν) τὴν ἀναγκαιοῦσαν αὐτοῖς ποσότητα. Τὰ κρέατα ταῦτα ἐσονται νὰ χρησιμοποιηθῶσι καθ' ἑκάστην.	[12, 1106, 226, 1209]
